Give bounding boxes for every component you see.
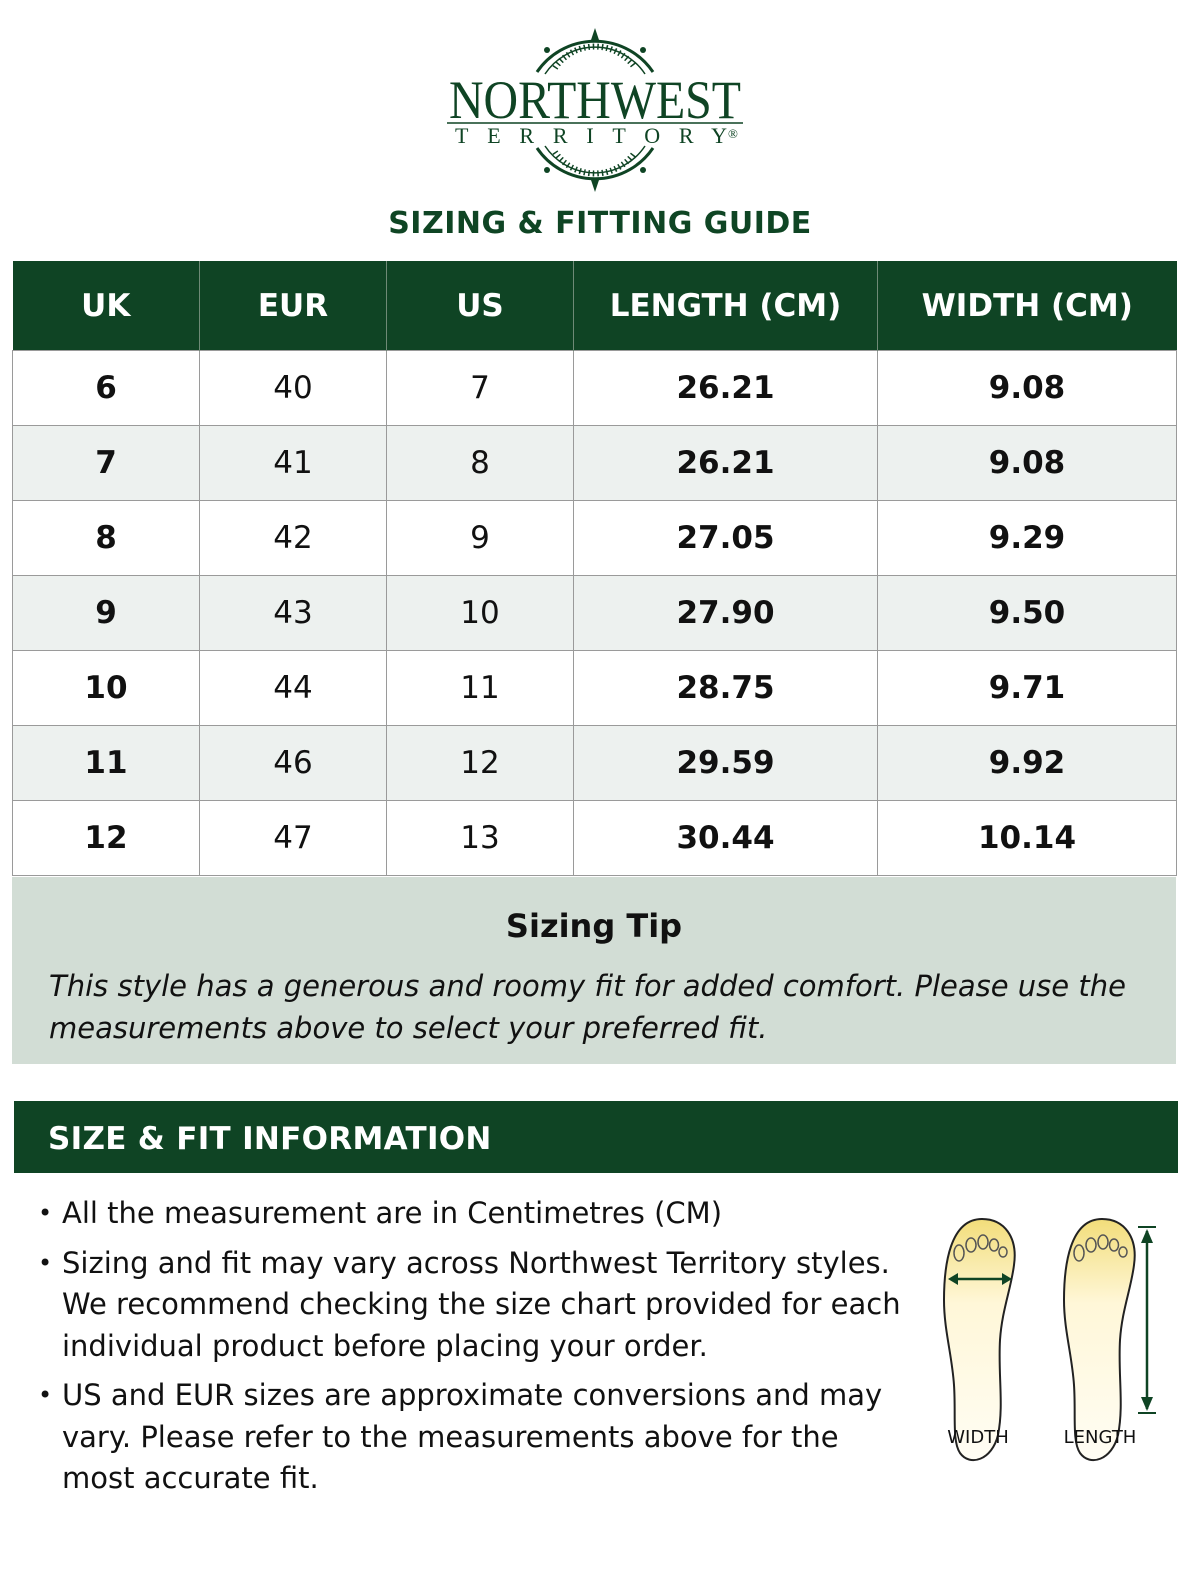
table-row (13, 351, 1177, 426)
registered-mark: ® (728, 126, 738, 141)
cell-eur: 40 (200, 351, 387, 426)
guide-title: SIZING & FITTING GUIDE (388, 206, 812, 241)
sizing-tip-panel (12, 877, 1176, 1064)
header-width: WIDTH (CM) (878, 261, 1177, 351)
table-row (13, 501, 1177, 576)
sizing-tip-body: This style has a generous and roomy fit for added comfort. Please use the measurements above to select your preferred fit. (49, 969, 1126, 1045)
cell-us: 11 (387, 651, 574, 726)
list-item-text: Sizing and fit may vary across Northwest Territory styles. We recommend checking the size chart provided for each individual product before placing your order. (62, 1245, 901, 1363)
cell-length: 27.90 (574, 576, 878, 651)
table-row (13, 426, 1177, 501)
list-item-text: All the measurement are in Centimetres (CM) (62, 1196, 723, 1230)
cell-length: 29.59 (574, 726, 878, 801)
cell-length: 27.05 (574, 501, 878, 576)
cell-us: 12 (387, 726, 574, 801)
foot-length-icon (1064, 1219, 1156, 1460)
logo-subword: TERRITORY (455, 123, 727, 148)
cell-width: 9.08 (878, 351, 1177, 426)
cell-uk: 10 (13, 651, 200, 726)
cell-width: 9.92 (878, 726, 1177, 801)
table-header-row (13, 261, 1177, 351)
cell-eur: 46 (200, 726, 387, 801)
foot-width-icon (944, 1219, 1015, 1460)
header-eur: EUR (200, 261, 387, 351)
cell-us: 8 (387, 426, 574, 501)
cell-uk: 11 (13, 726, 200, 801)
table-row (13, 726, 1177, 801)
table-row (13, 576, 1177, 651)
header-length: LENGTH (CM) (574, 261, 878, 351)
compass-logo-icon (445, 28, 745, 193)
cell-eur: 44 (200, 651, 387, 726)
list-item: • Sizing and fit may vary across Northwest Territory styles. We recommend checking the size chart provided for each individual product before placing your order. (38, 1245, 901, 1363)
cell-uk: 8 (13, 501, 200, 576)
header-us: US (387, 261, 574, 351)
cell-eur: 47 (200, 801, 387, 876)
cell-us: 13 (387, 801, 574, 876)
header-uk: UK (13, 261, 200, 351)
cell-width: 9.08 (878, 426, 1177, 501)
cell-width: 10.14 (878, 801, 1177, 876)
cell-width: 9.50 (878, 576, 1177, 651)
cell-uk: 9 (13, 576, 200, 651)
length-label: LENGTH (1063, 1427, 1137, 1448)
cell-length: 26.21 (574, 351, 878, 426)
cell-uk: 12 (13, 801, 200, 876)
list-item-text: US and EUR sizes are approximate conversions and may vary. Please refer to the measurements above for the most accurate fit. (62, 1378, 883, 1495)
brand-logo (445, 28, 745, 193)
table-row (13, 801, 1177, 876)
cell-uk: 6 (13, 351, 200, 426)
cell-eur: 42 (200, 501, 387, 576)
cell-eur: 43 (200, 576, 387, 651)
list-item: • US and EUR sizes are approximate conversions and may vary. Please refer to the measurements above for the most accurate fit. (38, 1378, 883, 1495)
table-row (13, 651, 1177, 726)
size-table (12, 261, 1177, 876)
size-fit-info-header (14, 1101, 1178, 1173)
list-item: • All the measurement are in Centimetres (CM) (38, 1196, 723, 1230)
cell-length: 30.44 (574, 801, 878, 876)
logo-wordmark: NORTHWEST (449, 70, 742, 130)
sizing-tip-title: Sizing Tip (505, 907, 683, 945)
size-fit-info-title: SIZE & FIT INFORMATION (48, 1121, 492, 1157)
foot-measurement-diagram (930, 1215, 1180, 1485)
cell-width: 9.71 (878, 651, 1177, 726)
cell-length: 26.21 (574, 426, 878, 501)
cell-us: 10 (387, 576, 574, 651)
cell-uk: 7 (13, 426, 200, 501)
size-fit-info-list (34, 1193, 914, 1508)
width-label: WIDTH (947, 1427, 1009, 1448)
cell-us: 7 (387, 351, 574, 426)
cell-width: 9.29 (878, 501, 1177, 576)
cell-us: 9 (387, 501, 574, 576)
cell-eur: 41 (200, 426, 387, 501)
cell-length: 28.75 (574, 651, 878, 726)
